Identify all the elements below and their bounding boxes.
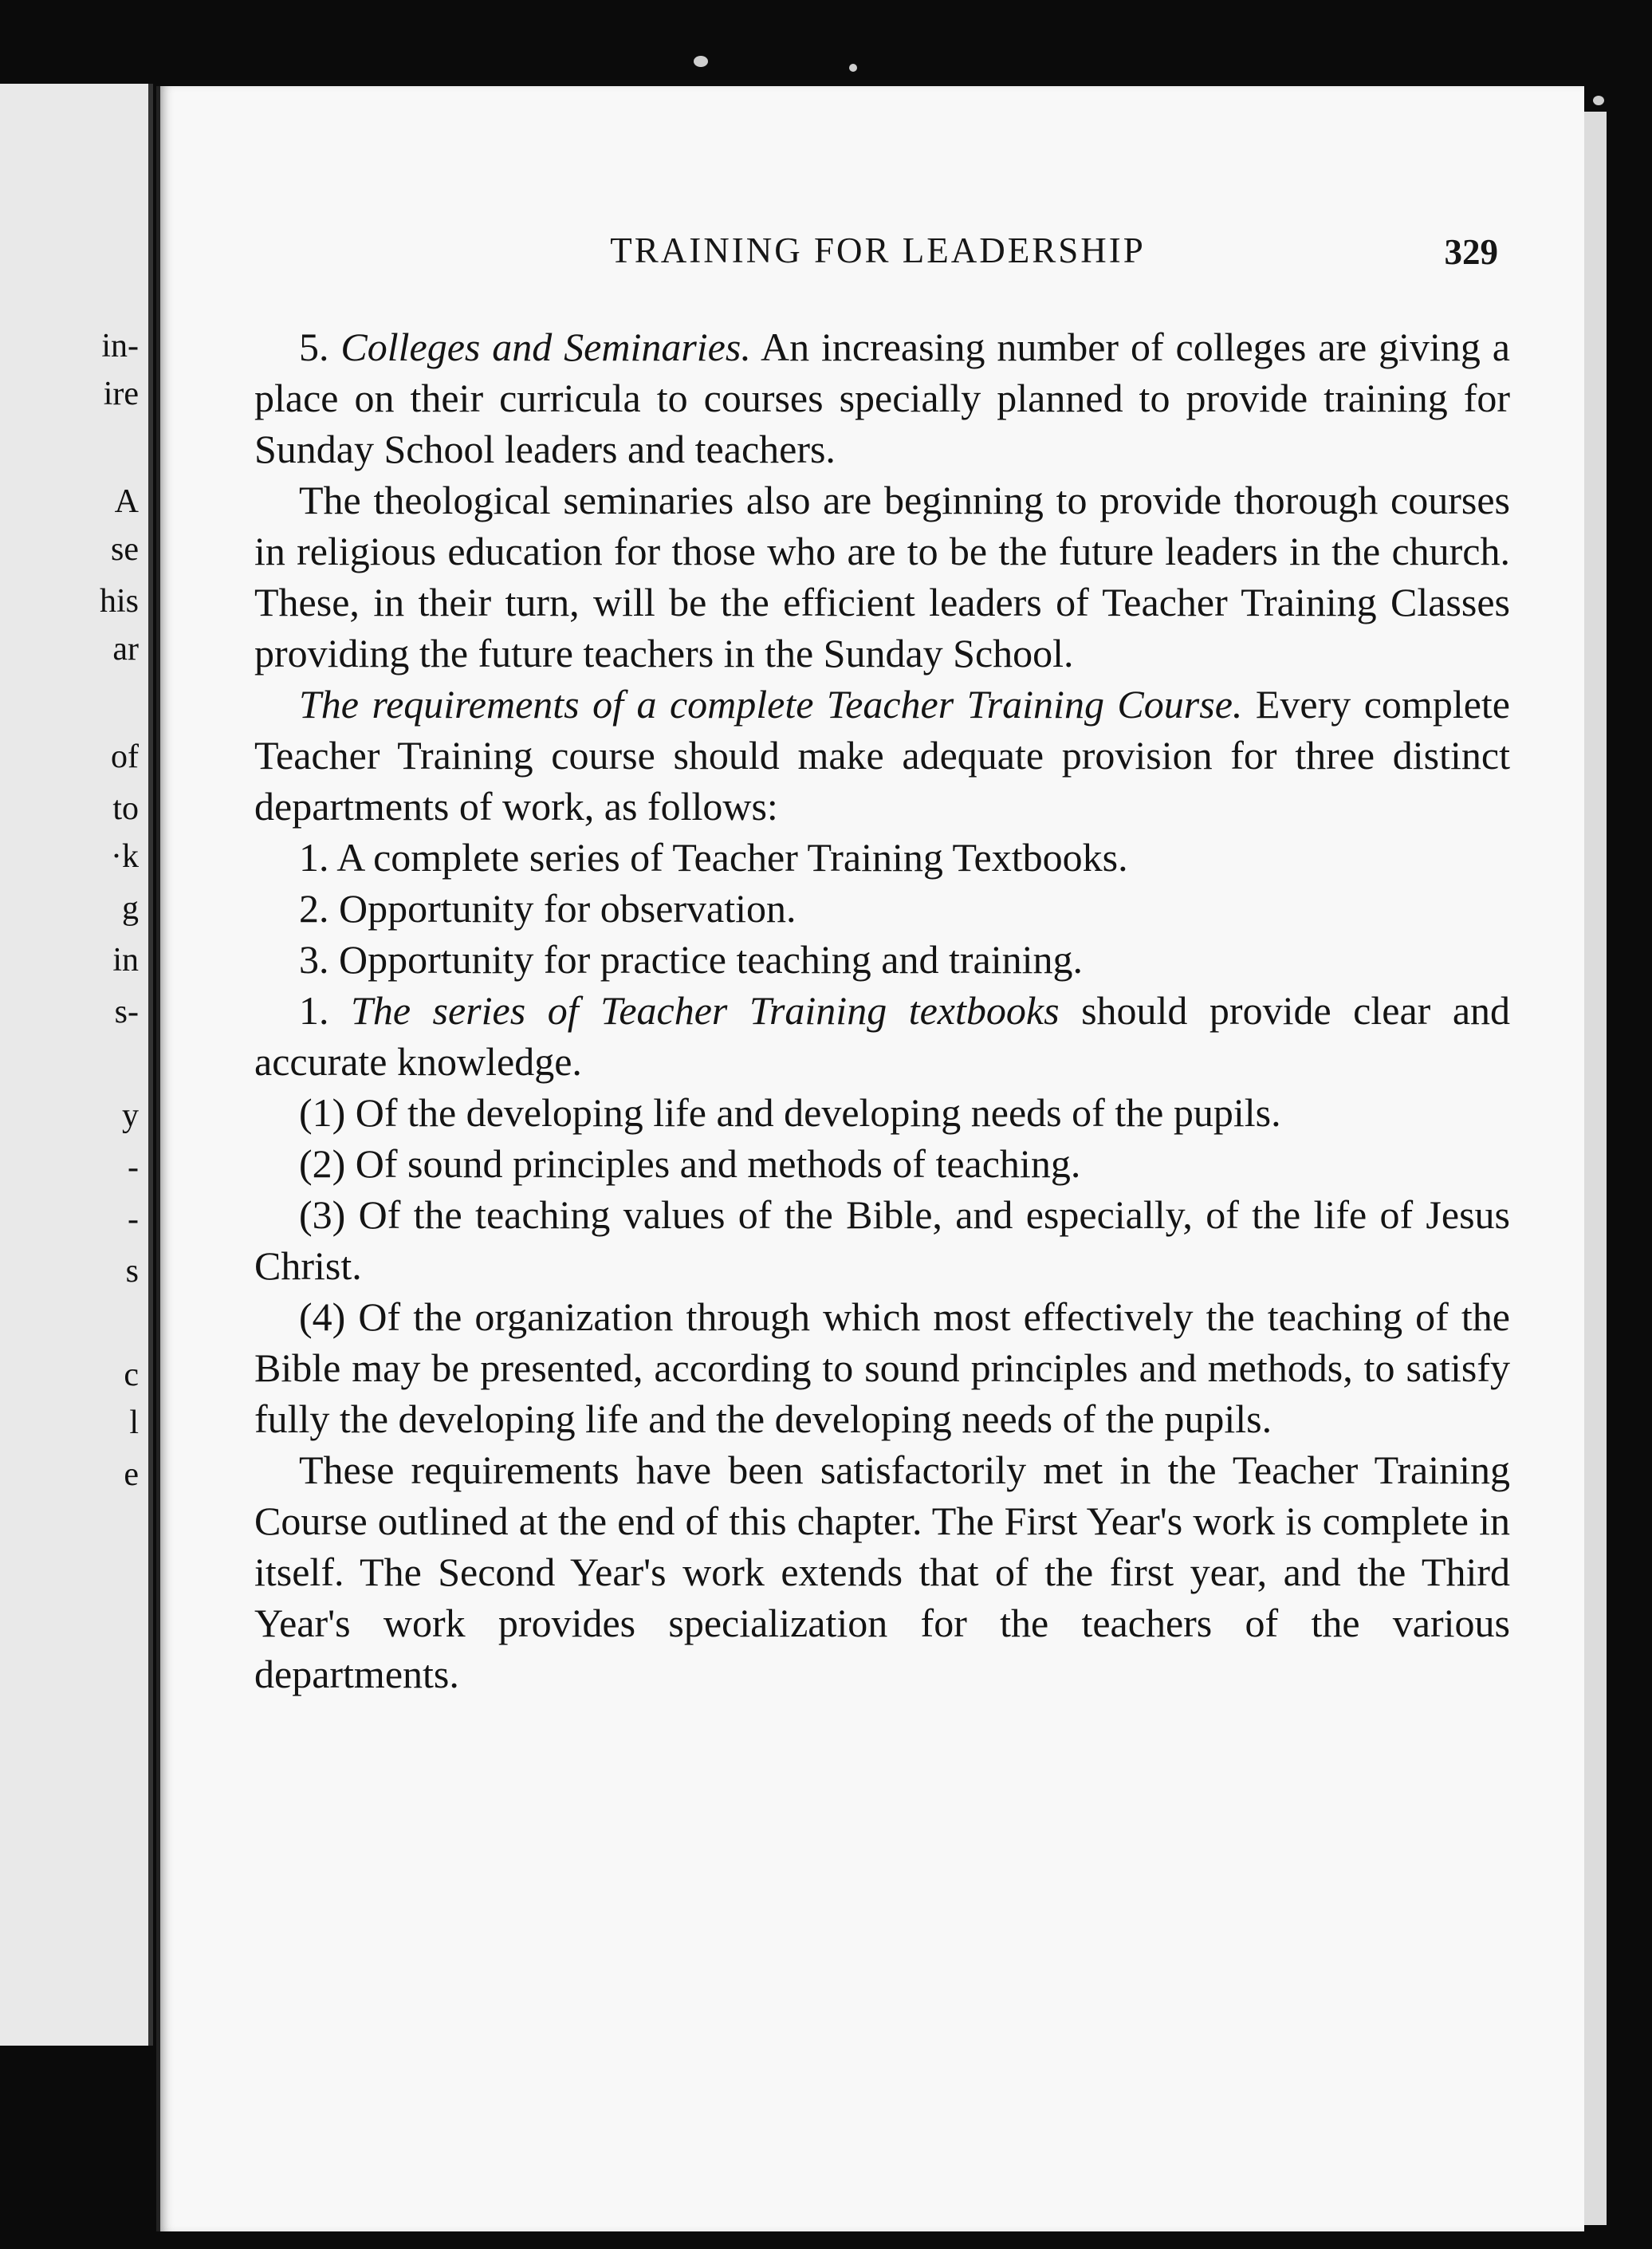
facing-page-word-fragment: of — [111, 739, 139, 775]
facing-page-word-fragment: his — [99, 583, 139, 620]
running-head: TRAINING FOR LEADERSHIP — [610, 230, 1146, 270]
facing-page-word-fragment: ·k — [111, 838, 139, 875]
page-number: 329 — [1444, 232, 1498, 272]
facing-page-word-fragment: in — [112, 942, 139, 979]
book-page — [156, 86, 1584, 2231]
facing-page-word-fragment: s- — [114, 994, 139, 1030]
facing-page-word-fragment: c — [124, 1357, 139, 1393]
facing-page-word-fragment: g — [122, 890, 139, 927]
sub-item: (2) Of sound principles and methods of teaching. — [299, 1141, 1081, 1186]
facing-page-word-fragment: to — [112, 790, 139, 827]
list-item: 3. Opportunity for practice teaching and training. — [299, 937, 1084, 982]
facing-page-word-fragment: se — [111, 531, 139, 568]
facing-page-word-fragment: ire — [103, 376, 139, 412]
facing-page-word-fragment: y — [122, 1097, 139, 1134]
dust-speck — [694, 56, 708, 67]
list-item: 2. Opportunity for observation. — [299, 886, 796, 931]
facing-page-word-fragment: A — [114, 483, 139, 520]
page-body — [254, 321, 1510, 1700]
sub-item: (4) Of the organization through which most effectively the teaching of the Bible may be presented, according to sound principles and methods, to satisfy fully the developing life and the developing needs of the pupils. — [254, 1294, 1510, 1441]
facing-page-word-fragment: e — [124, 1456, 139, 1493]
paragraph-textbooks — [254, 985, 1510, 1087]
facing-page-word-fragment: in- — [101, 328, 139, 364]
section-heading: The requirements of a complete Teacher Training Course. — [299, 682, 1243, 727]
sub-item: (3) Of the teaching values of the Bible, and especially, of the life of Jesus Christ. — [254, 1192, 1510, 1288]
dust-speck — [1593, 96, 1604, 105]
paragraph-text: should provide clear and accurate knowledge. — [254, 988, 1511, 1084]
facing-page-word-fragment: l — [129, 1404, 139, 1441]
facing-page-word-fragment: - — [128, 1201, 139, 1238]
list-item: 1. A complete series of Teacher Training Textbooks. — [299, 835, 1128, 880]
dust-speck — [849, 64, 857, 72]
section-heading: Colleges and Seminaries. — [340, 325, 751, 369]
facing-page-word-fragment: ar — [112, 631, 139, 668]
paragraph-conclusion: These requirements have been satisfactorily met in the Teacher Training Course outlined at the end of this chapter. The First Year's work is complete in itself. The Second Year's work extends that of the first year, and the Third Year's work provides specialization for the teachers of the various departments. — [254, 1447, 1510, 1696]
paragraph-colleges — [254, 321, 1510, 475]
facing-page-word-fragment: - — [128, 1149, 139, 1186]
paragraph-requirements — [254, 679, 1510, 832]
section-number: 1. — [299, 988, 329, 1033]
paragraph-text: Every complete Teacher Training course should make adequate provision for three distinct departments of work, as follows: — [254, 682, 1510, 829]
paragraph-seminaries: The theological seminaries also are beginning to provide thorough courses in religious education for those who are to be the future leaders in the church. These, in their turn, will be the efficient leaders of Teacher Training Classes providing the future teachers in the Sunday School. — [254, 478, 1510, 675]
sub-item: (1) Of the developing life and developing needs of the pupils. — [299, 1090, 1281, 1135]
section-heading: The series of Teacher Training textbooks — [351, 988, 1060, 1033]
facing-page-word-fragment: s — [125, 1253, 139, 1290]
facing-page-fragment — [0, 84, 153, 2046]
section-number: 5. — [299, 325, 329, 369]
paragraph-text: An increasing number of colleges are giving a place on their curricula to courses specially planned to provide training for Sunday School leaders and teachers. — [254, 325, 1510, 471]
